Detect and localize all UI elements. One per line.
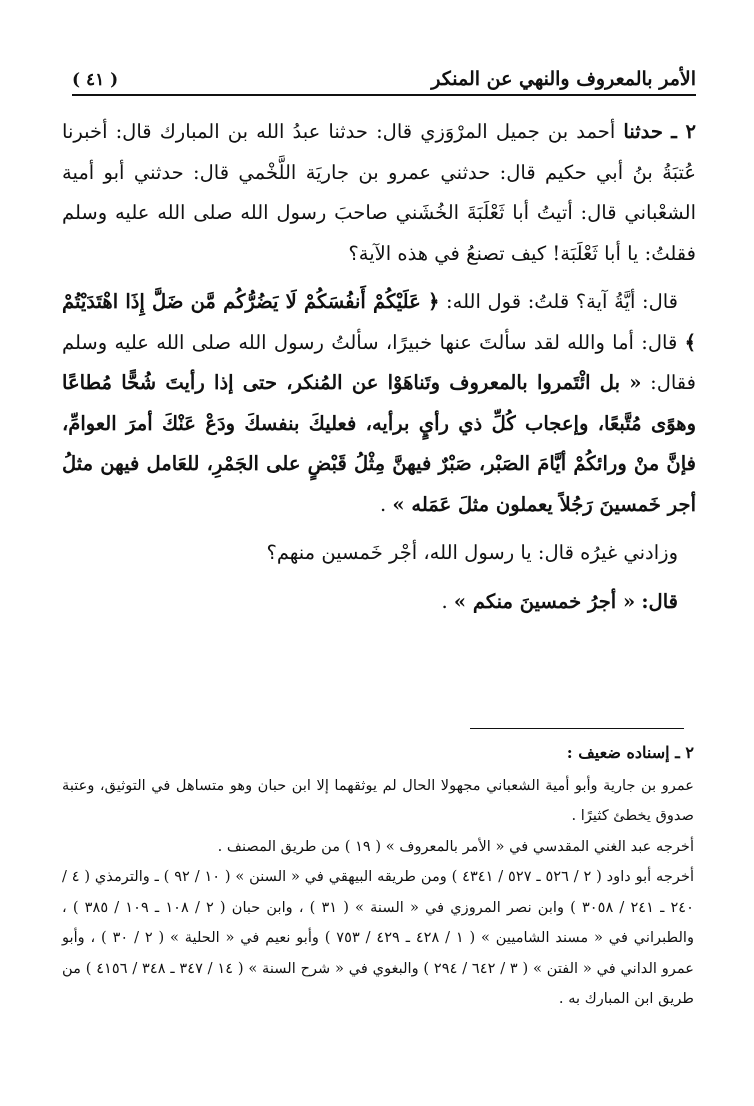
final-text-1: قال: (641, 589, 678, 613)
hadith-number: ٢ ـ (671, 120, 696, 143)
page-number: ( ٤١ ) (72, 70, 119, 90)
answer-text-3: . (380, 492, 387, 516)
main-text (62, 112, 696, 630)
final-paragraph (62, 582, 696, 623)
hadith-lead-word: حدثنا (623, 120, 663, 143)
answer-text-2: قال: أما والله لقد سألتَ عنها خبيرًا، سألتُ رسول الله صلى الله عليه وسلم فقال: (62, 330, 696, 394)
footnote-heading: ٢ ـ إسناده ضعيف : (566, 743, 694, 762)
header-title: الأمر بالمعروف والنهي عن المنكر (431, 68, 696, 90)
running-header (72, 62, 696, 96)
footnote-paragraph: أخرجه عبد الغني المقدسي في « الأمر بالمعروف » ( ١٩ ) من طريق المصنف . (217, 837, 694, 855)
hadith-answer-paragraph (62, 282, 696, 525)
final-text-2: . (441, 589, 448, 613)
footnote-paragraph: عمرو بن جارية وأبو أمية الشعباني مجهولا الحال لم يوثقهما إلا ابن حبان وهو متساهل في التوثيق، وعتبة صدوق يخطئ كثيرًا . (62, 776, 694, 824)
hadith-paragraph (62, 112, 696, 274)
footnote-paragraph: أخرجه أبو داود ( ٢ / ٥٢٦ ـ ٥٢٧ / ٤٣٤١ ) ومن طريقه البيهقي في « السنن » ( ١٠ / ٩٢ ) ـ والترمذي ( ٤ / ٢٤٠ ـ ٢٤١ / ٣٠٥٨ ) وابن نصر المروزي في « السنة » ( ٣١ ) ، وابن حبان ( ٢ / ١٠٨ ـ ١٠٩ / ٣٨٥ ) ، والطبراني في « مسند الشاميين » ( ١ / ٤٢٨ ـ ٤٢٩ / ٧٥٣ ) وأبو نعيم في « الحلية » ( ٢ / ٣٠ ) ، وأبو عمرو الداني في « الفتن » ( ٣ / ٦٤٢ / ٢٩٤ ) والبغوي في « شرح السنة » ( ١٤ / ٣٤٧ ـ ٣٤٨ / ٤١٥٦ ) من طريق ابن المبارك به . (62, 868, 695, 1007)
final-quote: « أجرُ خمسينَ منكم » (453, 589, 636, 613)
quran-verse: ﴿ عَلَيْكُمْ أَنفُسَكُمْ لَا يَضُرُّكُم مَّن ضَلَّ إِذَا اهْتَدَيْتُمْ ﴾ (62, 290, 696, 354)
addition-text: وزادني غيرُه قال: يا رسول الله، أجْر خَمسين منهم؟ (266, 541, 678, 564)
answer-text-1: قال: أيَّةُ آية؟ قلتُ: قول الله: (446, 290, 678, 313)
footnotes (62, 738, 694, 1015)
prophetic-quote: « بل ائْتَمروا بالمعروف وتَناهَوْا عن المُنكر، حتى إذا رأيتَ شُحًّا مُطاعًا وهوًى مُتَّبعًا، وإعجاب كُلِّ ذي رأيٍ برأيه، فعليكَ بنفسكَ ودَعْ عَنْكَ أمرَ العوامِّ، فإنَّ منْ ورائكُمْ أيَّامَ الصَبْر، صَبْرٌ فيهنَّ مِثْلُ قَبْضٍ على الجَمْرِ، للعَامل فيهن مثلُ أجر خَمسينَ رَجُلاً يعملون مثلَ عَمَله » (62, 371, 696, 516)
addition-paragraph (62, 533, 696, 574)
footnote-divider (470, 728, 684, 729)
hadith-chain-text: أحمد بن جميل المرْوَزي قال: حدثنا عبدُ الله بن المبارك قال: أخبرنا عُتبَةُ بنُ أبي حكيم قال: حدثني عمرو بن جاريَة اللَّخْمي قال: حدثني أبو أمية الشعْباني قال: أتيتُ أبا ثَعْلَبَةَ الخُشَني صاحبَ رسول الله صلى الله عليه وسلم فقلتُ: يا أبا ثَعْلَبَة! كيف تصنعُ في هذه الآية؟ (62, 120, 696, 265)
